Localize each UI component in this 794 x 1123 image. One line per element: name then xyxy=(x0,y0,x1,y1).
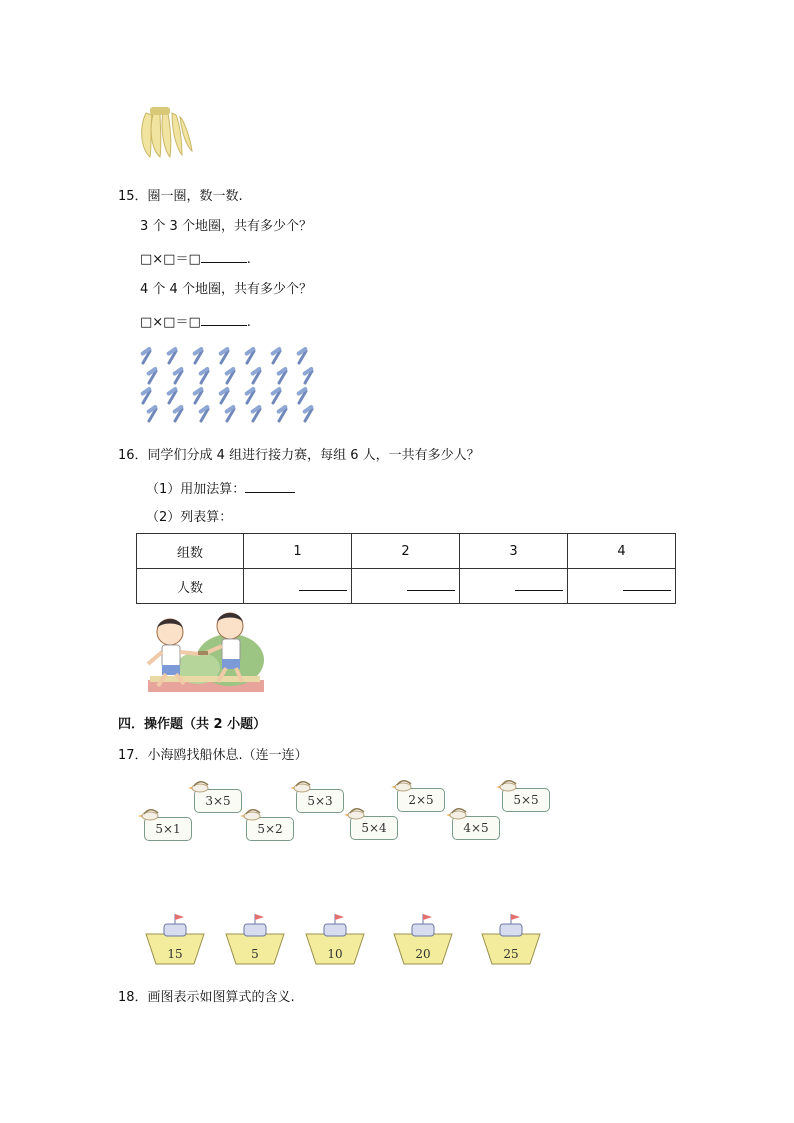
boat-label: 5 xyxy=(251,947,259,961)
seagull-card[interactable]: 5×2 xyxy=(246,817,294,841)
seagull-icon xyxy=(138,810,158,820)
section-4-title: 四．操作题（共 2 小题） xyxy=(118,717,267,732)
seagull-icon xyxy=(240,810,260,820)
question-16-title: 16．同学们分成 4 组进行接力赛，每组 6 人，一共有多少人？ xyxy=(118,448,480,463)
seagull-icon xyxy=(344,809,364,819)
seagull-card[interactable]: 5×5 xyxy=(502,788,550,812)
formula-1: □×□＝□ xyxy=(140,252,201,267)
table-header-groups: 组数 xyxy=(137,534,244,569)
seagull-card[interactable]: 5×1 xyxy=(144,817,192,841)
table-cell: 2 xyxy=(352,534,460,569)
seagull-icon xyxy=(391,781,411,791)
boat-label: 20 xyxy=(415,947,431,961)
boat[interactable] xyxy=(482,914,540,964)
table-cell: 4 xyxy=(568,534,676,569)
seagull-icon xyxy=(188,782,208,792)
boat-label: 15 xyxy=(167,947,183,961)
part-1-label: （1）用加法算： xyxy=(146,482,246,497)
boat[interactable] xyxy=(306,914,364,964)
question-17-title: 17．小海鸥找船休息.（连一连） xyxy=(118,748,308,763)
seagull-icon xyxy=(446,809,466,819)
period-2: . xyxy=(246,315,251,330)
seagull-card[interactable]: 5×3 xyxy=(296,789,344,813)
boat[interactable] xyxy=(146,914,204,964)
period-1: . xyxy=(246,252,251,267)
seagull-card[interactable]: 3×5 xyxy=(194,789,242,813)
formula-2: □×□＝□ xyxy=(140,315,201,330)
question-18-title: 18．画图表示如图算式的含义. xyxy=(118,990,295,1005)
seagull-card[interactable]: 2×5 xyxy=(397,788,445,812)
table-cell: 1 xyxy=(244,534,352,569)
question-15-title: 15．圈一圈，数一数. xyxy=(118,189,243,204)
table-header-people: 人数 xyxy=(137,569,244,604)
table-cell: 3 xyxy=(460,534,568,569)
boat-label: 10 xyxy=(327,947,343,961)
boat[interactable] xyxy=(394,914,452,964)
seagull-icon xyxy=(496,781,516,791)
seagull-icon xyxy=(290,782,310,792)
question-16-part-2: （2）列表算： xyxy=(146,510,233,525)
boat-label: 25 xyxy=(503,947,519,961)
seagull-card[interactable]: 5×4 xyxy=(350,816,398,840)
question-15-prompt-2: 4 个 4 个地圈，共有多少个？ xyxy=(140,282,312,297)
boat[interactable] xyxy=(226,914,284,964)
seagull-card[interactable]: 4×5 xyxy=(452,816,500,840)
boats-row xyxy=(140,912,560,972)
question-15-prompt-1: 3 个 3 个地圈，共有多少个？ xyxy=(140,219,312,234)
